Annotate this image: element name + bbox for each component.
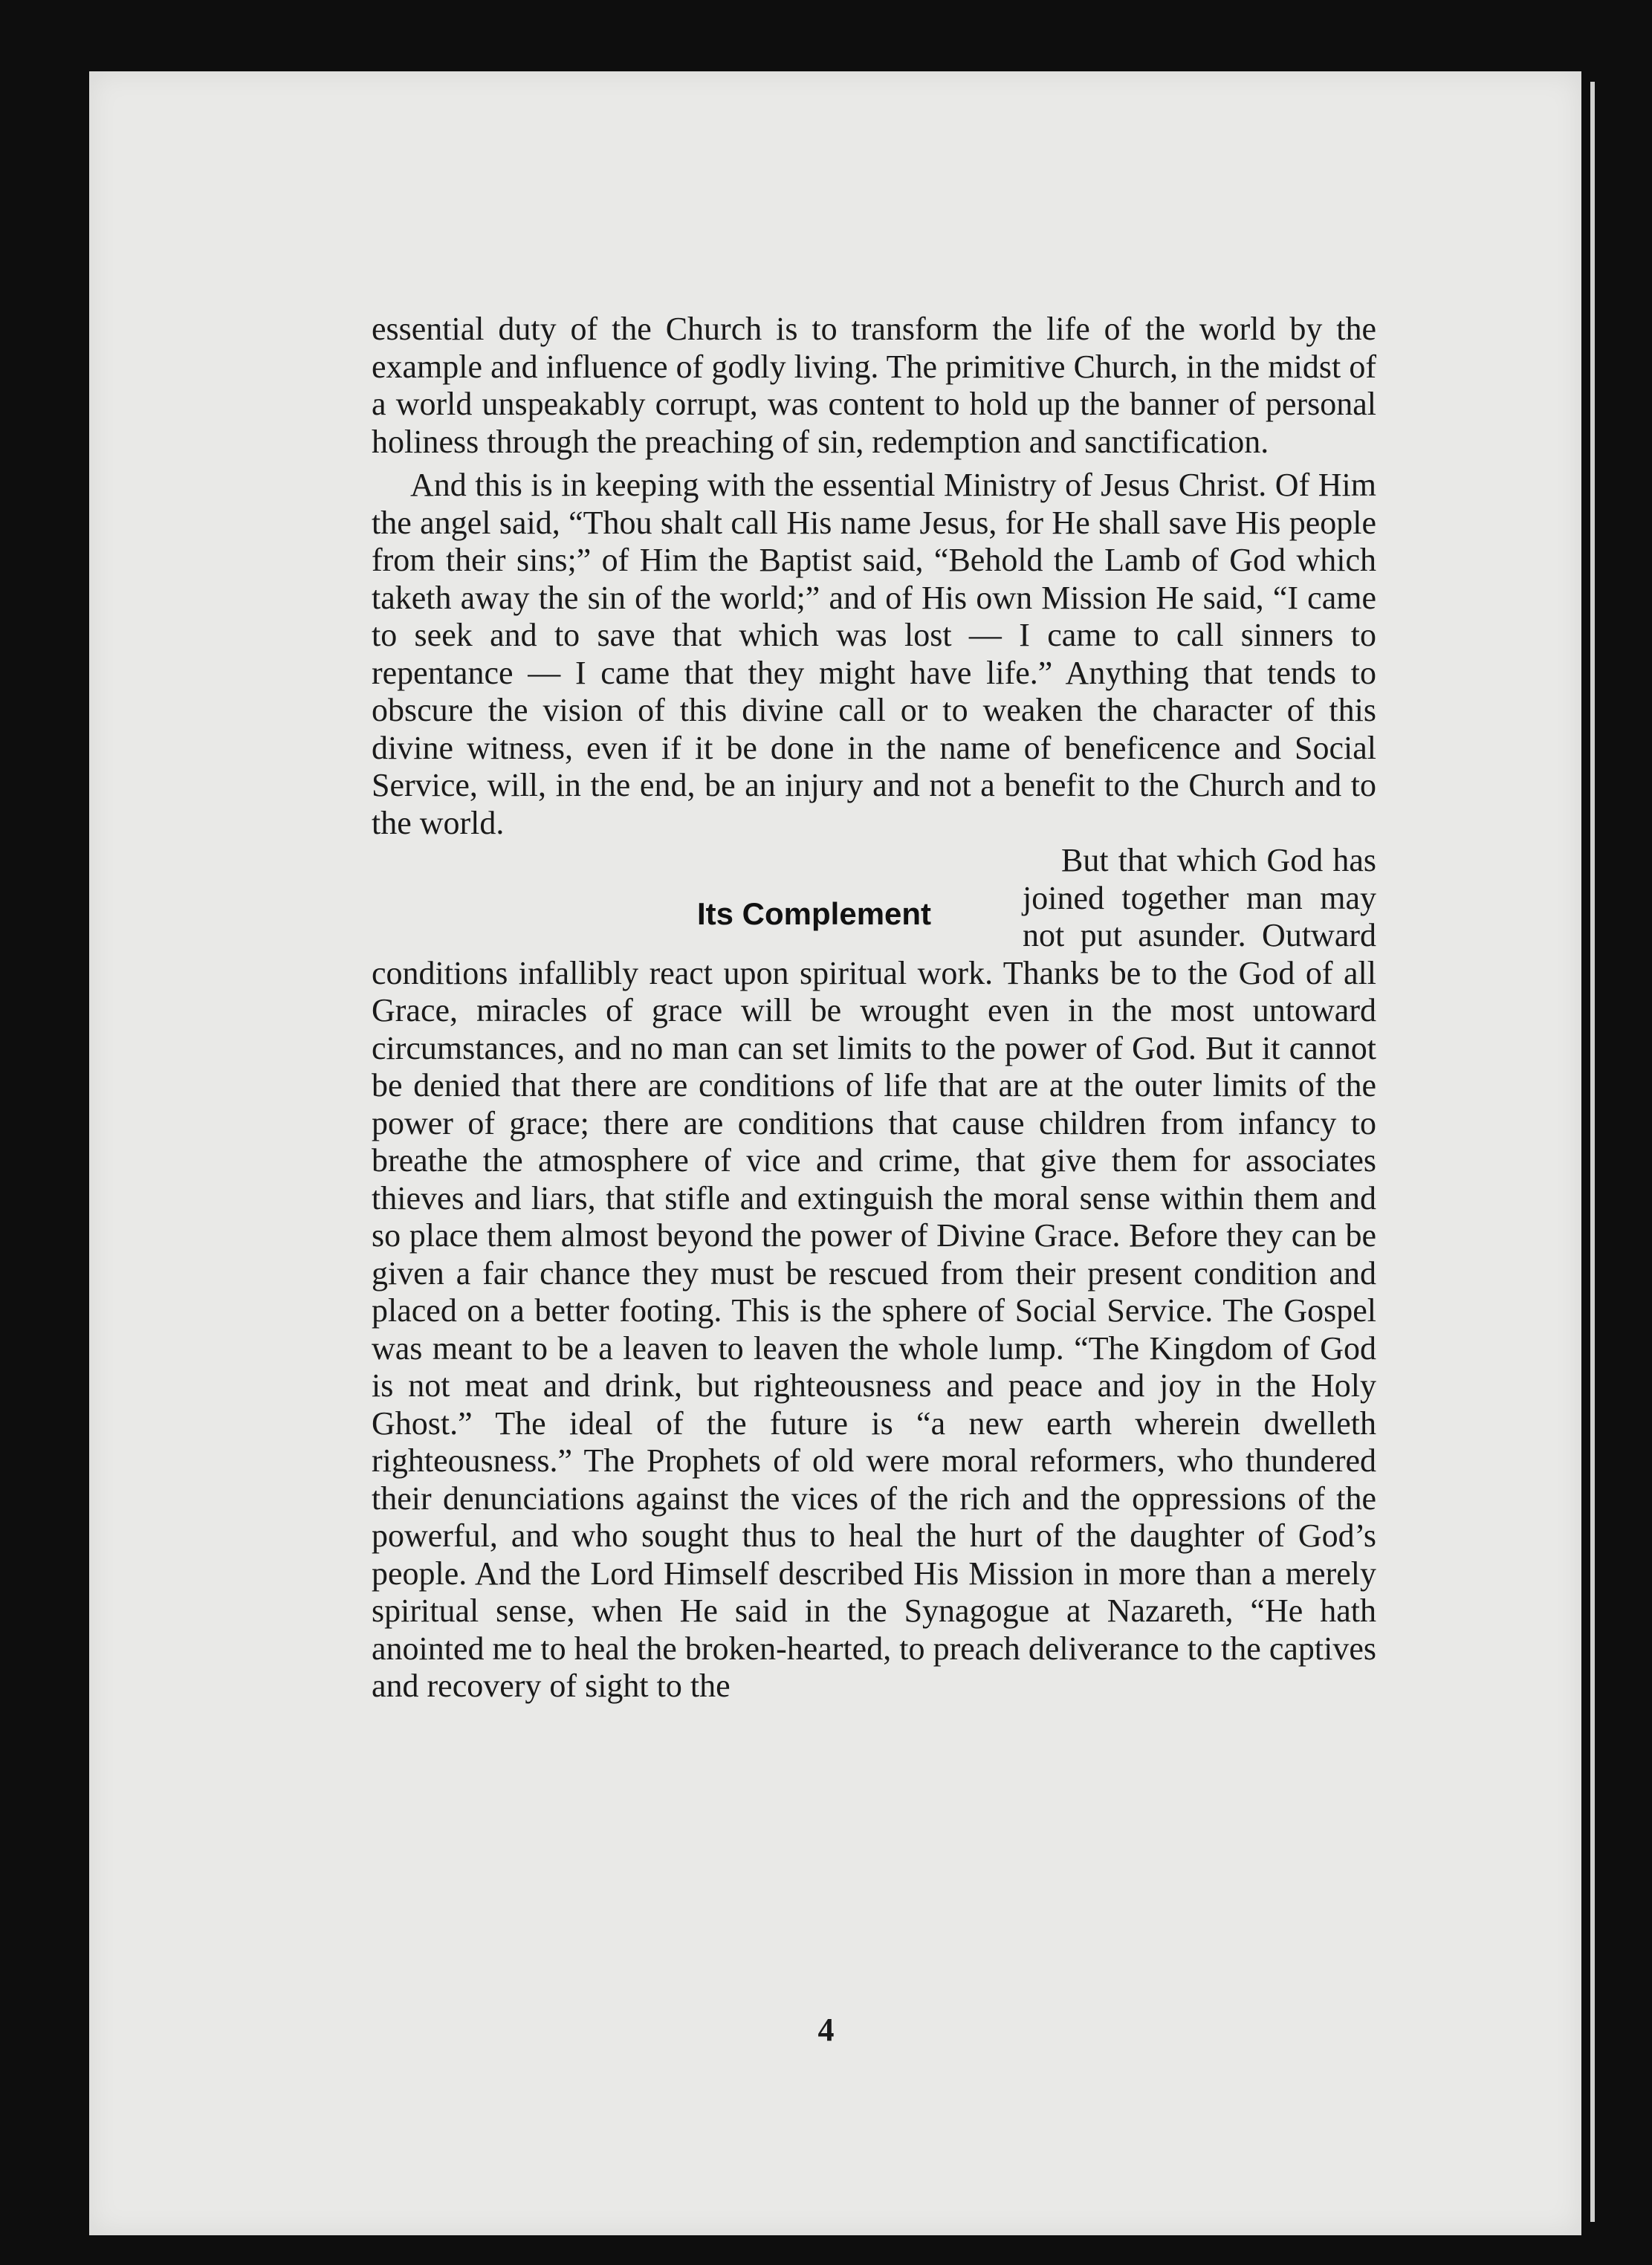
paragraph-3: But that which God has joined together man may not put asunder. Outward conditions infallibly react upon spiritual work. Thanks be to the God of all Grace, miracles of grace will be wrought even in the most untoward circumstances, and no man can set limits to the power of God. But it cannot be denied that there are conditions of life that are at the outer limits of the power of grace; there are conditions that cause children from infancy to breathe the atmosphere of vice and crime, that give them for associates thieves and liars, that stifle and extinguish the moral sense within them and so place them almost beyond the power of Divine Grace. Before they can be given a fair chance they must be rescued from their present condition and placed on a better footing. This is the sphere of Social Service. The Gospel was meant to be a leaven to leaven the whole lump. “The Kingdom of God is not meat and drink, but righteousness and peace and joy in the Holy Ghost.” The ideal of the future is “a new earth wherein dwelleth righteousness.” The Prophets of old were moral reformers, who thundered their denunciations against the vices of the rich and the oppressions of the powerful, and who sought thus to heal the hurt of the daughter of God’s people. And the Lord Himself described His Mission in more than a merely spiritual sense, when He said in the Synagogue at Nazareth, “He hath anointed me to heal the broken-hearted, to preach deliverance to the captives and recovery of sight to the [372, 842, 1376, 1704]
paragraph-2: And this is in keeping with the essential Ministry of Jesus Christ. Of Him the angel said, “Thou shalt call His name Jesus, for He shall save His people from their sins;” of Him the Baptist said, “Behold the Lamb of God which taketh away the sin of the world;” and of His own Mission He said, “I came to seek and to save that which was lost — I came to call sinners to repentance — I came that they might have life.” Anything that tends to obscure the vision of this divine call or to weaken the character of this divine witness, even if it be done in the name of beneficence and Social Service, will, in the end, be an injury and not a benefit to the Church and to the world. [372, 467, 1376, 841]
body-text [372, 311, 1376, 1705]
page-number: 4 [817, 2012, 835, 2048]
sidenote-spacer [372, 842, 697, 895]
margin-heading: Its Complement [697, 896, 932, 931]
paragraph-1: essential duty of the Church is to transform the life of the world by the example and influence of godly living. The primitive Church, in the midst of a world unspeakably corrupt, was content to hold up the banner of personal holiness through the preaching of sin, redemption and sanctification. [372, 311, 1376, 460]
page-edge [1590, 82, 1595, 2222]
